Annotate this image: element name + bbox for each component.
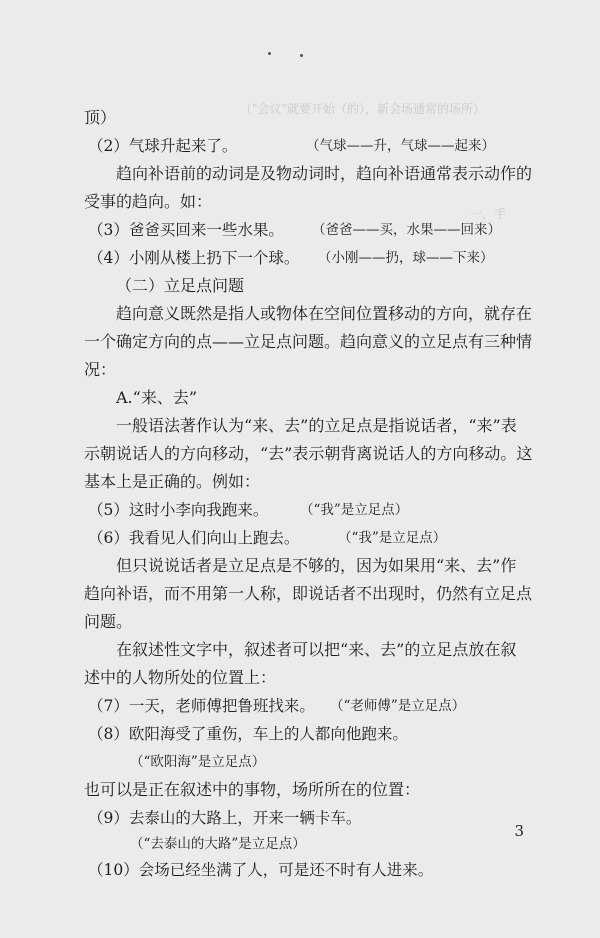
example-8: （8）欧阳海受了重伤，车上的人都向他跑来。 (88, 725, 408, 743)
text-line: 述中的人物所处的位置上： (84, 668, 277, 687)
bleed-through-text: 一，手 (470, 207, 507, 221)
text-line: 况： (84, 360, 117, 379)
example-2-note: （气球——升，气球——起来） (306, 138, 495, 154)
example-6-note: （“我”是立足点） (338, 530, 447, 546)
subsection-heading: A.“来、去” (116, 388, 198, 407)
text-line: 示朝说话人的方向移动，“去”表示朝背离说话人的方向移动。这 (84, 444, 533, 463)
text-line: 也可以是正在叙述中的事物，场所所在的位置： (84, 780, 421, 799)
text-line: 问题。 (84, 612, 133, 631)
text-line: 一般语法著作认为“来、去”的立足点是指说话者，“来”表 (116, 416, 517, 435)
example-8-note: （“欧阳海”是立足点） (130, 754, 266, 770)
text-line: 趋向补语，而不用第一人称，即说话者不出现时，仍然有立足点 (84, 584, 533, 603)
scan-speck (300, 54, 303, 57)
text-line: 在叙述性文字中，叙述者可以把“来、去”的立足点放在叙 (116, 640, 517, 659)
example-9: （9）去泰山的大路上，开来一辆卡车。 (88, 809, 362, 827)
example-2: （2）气球升起来了。 (88, 137, 238, 155)
text-line: 一个确定方向的点——立足点问题。趋向意义的立足点有三种情 (84, 332, 533, 351)
text-line: 但只说说话者是立足点是不够的，因为如果用“来、去”作 (116, 556, 517, 575)
example-6: （6）我看见人们向山上跑去。 (88, 529, 300, 547)
example-3-note: （爸爸——买，水果——回来） (312, 222, 501, 238)
example-3: （3）爸爸买回来一些水果。 (88, 221, 284, 239)
text-line: 趋向意义既然是指人或物体在空间位置移动的方向，就存在 (116, 304, 533, 323)
page-number: 3 (514, 822, 524, 840)
example-10: （10）会场已经坐满了人，可是还不时有人进来。 (88, 861, 434, 879)
text-line: 基本上是正确的。例如： (84, 472, 261, 491)
example-4-note: （小刚——扔，球——下来） (318, 250, 494, 266)
text-line: 受事的趋向。如： (84, 192, 213, 211)
example-7-note: （“老师傅”是立足点） (330, 698, 466, 714)
text-line: 顶） (84, 108, 117, 127)
scan-speck (268, 52, 271, 55)
section-heading: （二）立足点问题 (116, 276, 245, 295)
example-4: （4）小刚从楼上扔下一个球。 (88, 249, 300, 267)
text-line: 趋向补语前的动词是及物动词时，趋向补语通常表示动作的 (116, 164, 533, 183)
example-5-note: （“我”是立足点） (300, 502, 409, 518)
example-9-note: （“去泰山的大路”是立足点） (130, 836, 306, 852)
bleed-through-text: （"会议"就要开始（的），新会场通常的场所） (240, 102, 486, 116)
example-7: （7）一天，老师傅把鲁班找来。 (88, 697, 315, 715)
example-5: （5）这时小李向我跑来。 (88, 501, 269, 519)
